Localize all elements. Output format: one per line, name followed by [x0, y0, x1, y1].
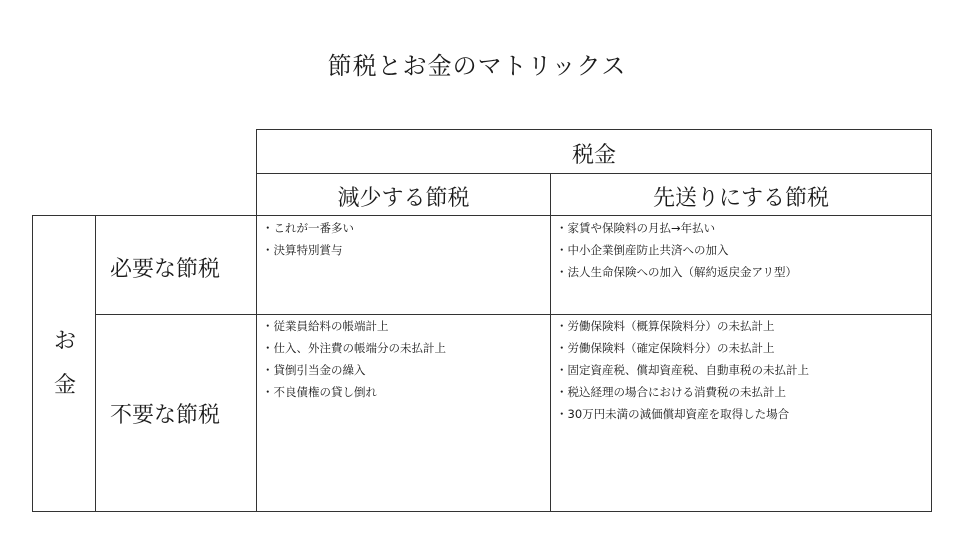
- row-header-unneeded: [95, 314, 257, 512]
- list-item: ・ 家賃や保険料の月払→年払い: [556, 217, 797, 239]
- list-item: ・ これが一番多い: [262, 217, 354, 239]
- money-group-cell: [32, 215, 96, 512]
- page-title: 節税とお金のマトリックス: [327, 52, 627, 80]
- list-item: ・ 固定資産税、償却資産税、自動車税の未払計上: [556, 359, 809, 381]
- list-item: ・ 不良債権の貸し倒れ: [262, 381, 446, 403]
- money-group-label: [33, 320, 97, 408]
- list-item: ・ 貸倒引当金の繰入: [262, 359, 446, 381]
- list-item: ・ 30万円未満の減価償却資産を取得した場合: [556, 403, 809, 425]
- cell-needed-reduce: [256, 215, 551, 315]
- cell-unneeded-reduce: [256, 314, 551, 512]
- tax-header-cell: [256, 129, 932, 174]
- money-group-label-top: お: [53, 329, 76, 354]
- column-header-reduce: [256, 173, 551, 216]
- cell-needed-reduce-list: [262, 217, 354, 261]
- list-item: ・ 従業員給料の帳端計上: [262, 315, 446, 337]
- money-group-label-bottom: 金: [53, 373, 76, 398]
- row-header-needed: [95, 215, 257, 315]
- cell-needed-defer-list: [556, 217, 797, 283]
- row-header-needed-label: 必要な節税: [110, 257, 221, 282]
- column-header-defer: [550, 173, 932, 216]
- column-header-reduce-label: 減少する節税: [337, 186, 470, 211]
- list-item: ・ 労働保険料（確定保険料分）の未払計上: [556, 337, 809, 359]
- list-item: ・ 決算特別賞与: [262, 239, 354, 261]
- cell-unneeded-defer-list: [556, 315, 809, 425]
- cell-needed-defer: [550, 215, 932, 315]
- tax-header-label: 税金: [571, 143, 616, 168]
- list-item: ・ 仕入、外注費の帳端分の未払計上: [262, 337, 446, 359]
- list-item: ・ 中小企業倒産防止共済への加入: [556, 239, 797, 261]
- cell-unneeded-defer: [550, 314, 932, 512]
- row-header-unneeded-label: 不要な節税: [110, 403, 221, 428]
- list-item: ・ 税込経理の場合における消費税の未払計上: [556, 381, 809, 403]
- column-header-defer-label: 先送りにする節税: [652, 186, 829, 211]
- list-item: ・ 労働保険料（概算保険料分）の未払計上: [556, 315, 809, 337]
- cell-unneeded-reduce-list: [262, 315, 446, 403]
- list-item: ・ 法人生命保険への加入（解約返戻金アリ型）: [556, 261, 797, 283]
